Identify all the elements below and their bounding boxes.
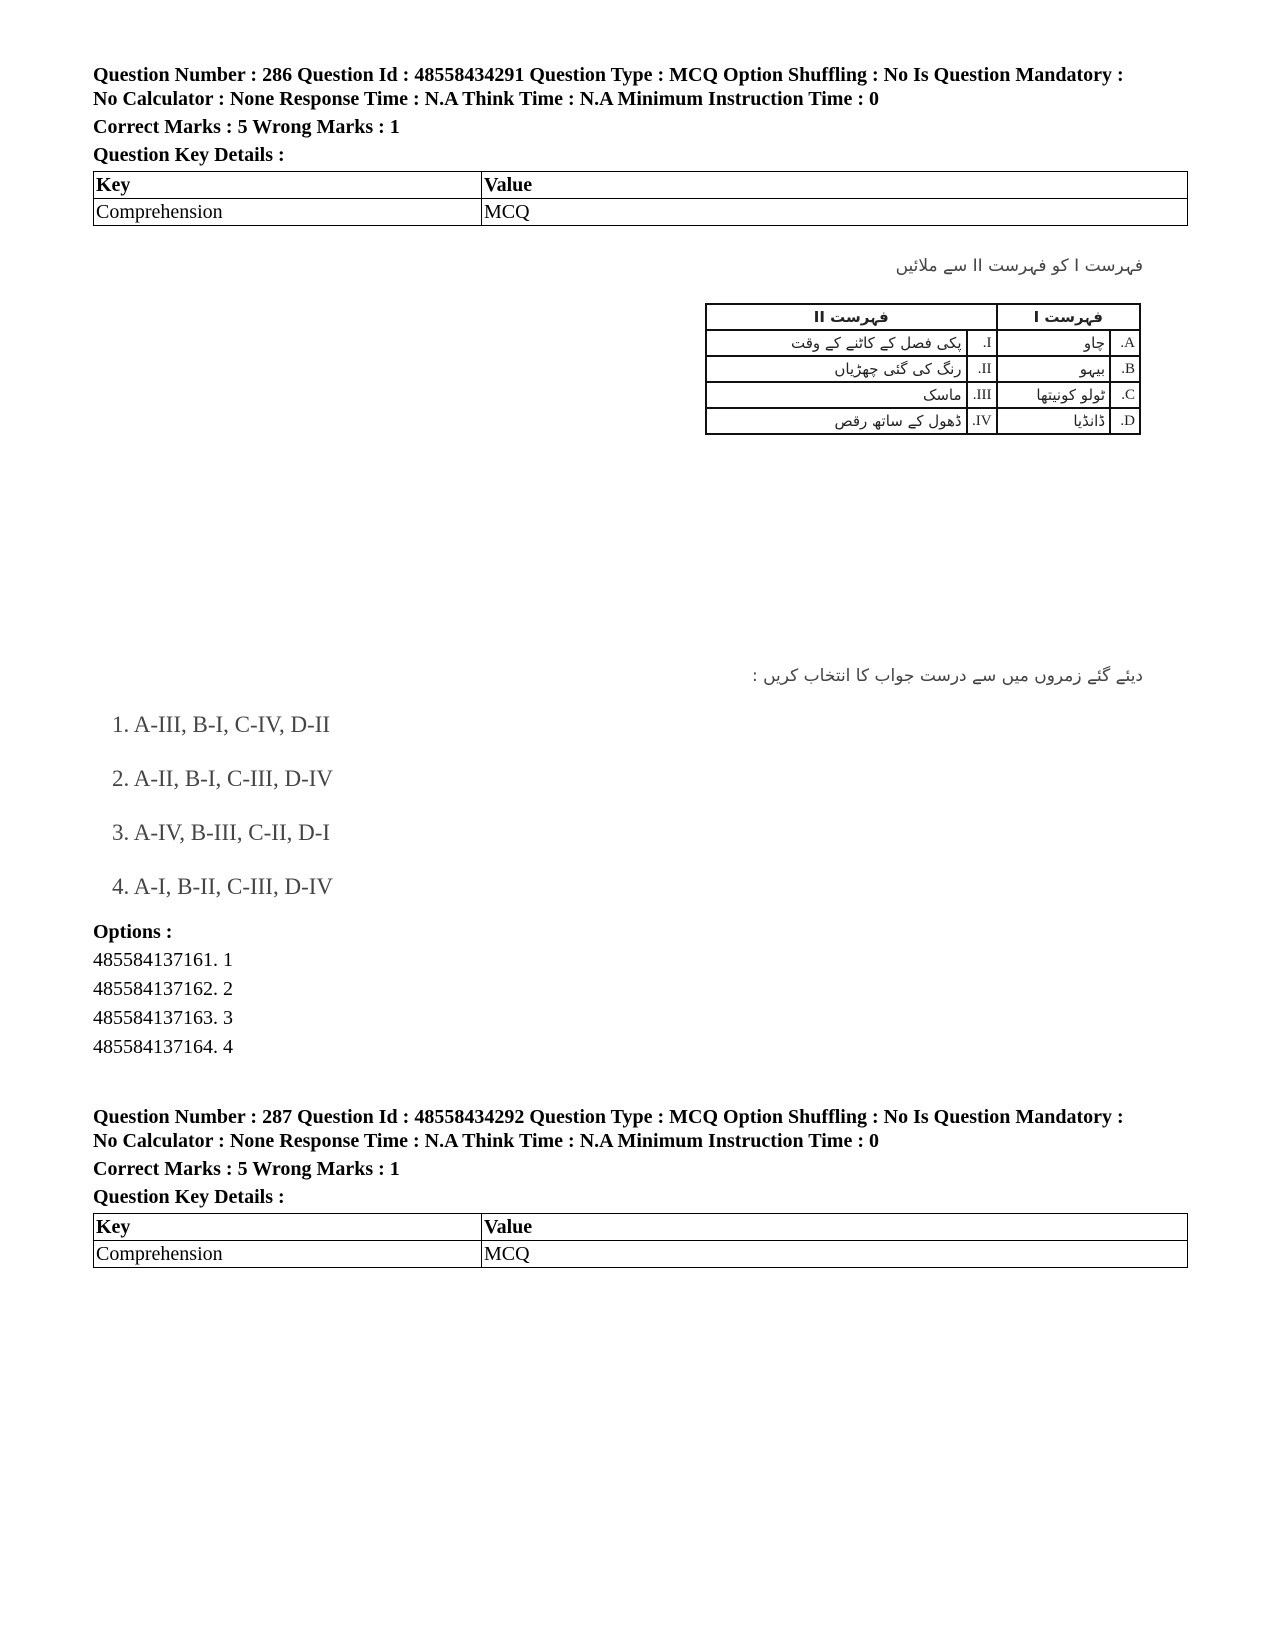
- match-row: [706, 408, 1140, 434]
- question-meta-line1: Question Number : 286 Question Id : 48558434291 Question Type : MCQ Option Shuffling : No Is Question Mandatory :: [93, 64, 1124, 86]
- list-1-label: D.: [1110, 408, 1140, 434]
- list-2-header: فہرست II: [706, 304, 997, 330]
- answer-choice: 2. A-II, B-I, C-III, D-IV: [112, 766, 333, 791]
- key-header-cell: Key: [94, 1214, 482, 1241]
- list-2-label: III.: [967, 382, 997, 408]
- answer-choice: 3. A-IV, B-III, C-II, D-I: [112, 820, 331, 845]
- match-row: [706, 382, 1140, 408]
- options-title: Options :: [93, 921, 173, 943]
- key-table-row: [94, 199, 1188, 226]
- list-1-item: ٹولو کونیتھا: [997, 382, 1110, 408]
- question-meta-line1: Question Number : 287 Question Id : 48558434292 Question Type : MCQ Option Shuffling : No Is Question Mandatory :: [93, 1106, 1124, 1128]
- question-287-header: [93, 1105, 1188, 1268]
- value-cell: MCQ: [482, 1241, 1188, 1268]
- question-marks: Correct Marks : 5 Wrong Marks : 1: [93, 1158, 400, 1180]
- answer-choice: 1. A-III, B-I, C-IV, D-II: [112, 712, 331, 737]
- key-cell: Comprehension: [94, 1241, 482, 1268]
- match-instruction: فہرست I کو فہرست II سے ملائیں: [895, 256, 1143, 276]
- list-1-item: بیہو: [997, 356, 1110, 382]
- list-2-item: پکی فصل کے کاٹنے کے وقت: [706, 330, 967, 356]
- key-table-header-row: [94, 172, 1188, 199]
- list-2-item: ڈھول کے ساتھ رقص: [706, 408, 967, 434]
- question-meta: [93, 1105, 1188, 1153]
- value-header-cell: Value: [482, 1214, 1188, 1241]
- question-key-title: Question Key Details :: [93, 1186, 285, 1208]
- value-cell: MCQ: [482, 199, 1188, 226]
- match-table-header-row: [706, 304, 1140, 330]
- value-header-cell: Value: [482, 172, 1188, 199]
- match-row: [706, 356, 1140, 382]
- question-meta-line2: No Calculator : None Response Time : N.A Think Time : N.A Minimum Instruction Time : 0: [93, 1130, 879, 1152]
- question-marks: Correct Marks : 5 Wrong Marks : 1: [93, 116, 400, 138]
- key-table-header-row: [94, 1214, 1188, 1241]
- list-1-label: A.: [1110, 330, 1140, 356]
- options-list: [93, 921, 1188, 1062]
- list-1-label: B.: [1110, 356, 1140, 382]
- key-table-row: [94, 1241, 1188, 1268]
- list-2-label: I.: [967, 330, 997, 356]
- answer-choice: 4. A-I, B-II, C-III, D-IV: [112, 874, 333, 899]
- option-item: 485584137162. 2: [93, 978, 233, 1000]
- list-1-header: فہرست I: [997, 304, 1140, 330]
- key-header-cell: Key: [94, 172, 482, 199]
- option-item: 485584137161. 1: [93, 949, 233, 971]
- match-table: [705, 303, 1141, 435]
- list-2-label: II.: [967, 356, 997, 382]
- question-key-title: Question Key Details :: [93, 144, 285, 166]
- choose-instruction: دیئے گئے زمروں میں سے درست جواب کا انتخاب کریں :: [751, 666, 1143, 686]
- list-1-item: ڈانڈیا: [997, 408, 1110, 434]
- key-cell: Comprehension: [94, 199, 482, 226]
- question-meta-line2: No Calculator : None Response Time : N.A Think Time : N.A Minimum Instruction Time : 0: [93, 88, 879, 110]
- question-key-table: [93, 1213, 1188, 1268]
- question-key-table: [93, 171, 1188, 226]
- list-2-label: IV.: [967, 408, 997, 434]
- match-row: [706, 330, 1140, 356]
- question-meta: [93, 63, 1188, 111]
- option-item: 485584137163. 3: [93, 1007, 233, 1029]
- question-286-header: [93, 63, 1188, 226]
- list-2-item: ماسک: [706, 382, 967, 408]
- list-1-label: C.: [1110, 382, 1140, 408]
- list-2-item: رنگ کی گئی چھڑیاں: [706, 356, 967, 382]
- option-item: 485584137164. 4: [93, 1036, 233, 1058]
- list-1-item: چاو: [997, 330, 1110, 356]
